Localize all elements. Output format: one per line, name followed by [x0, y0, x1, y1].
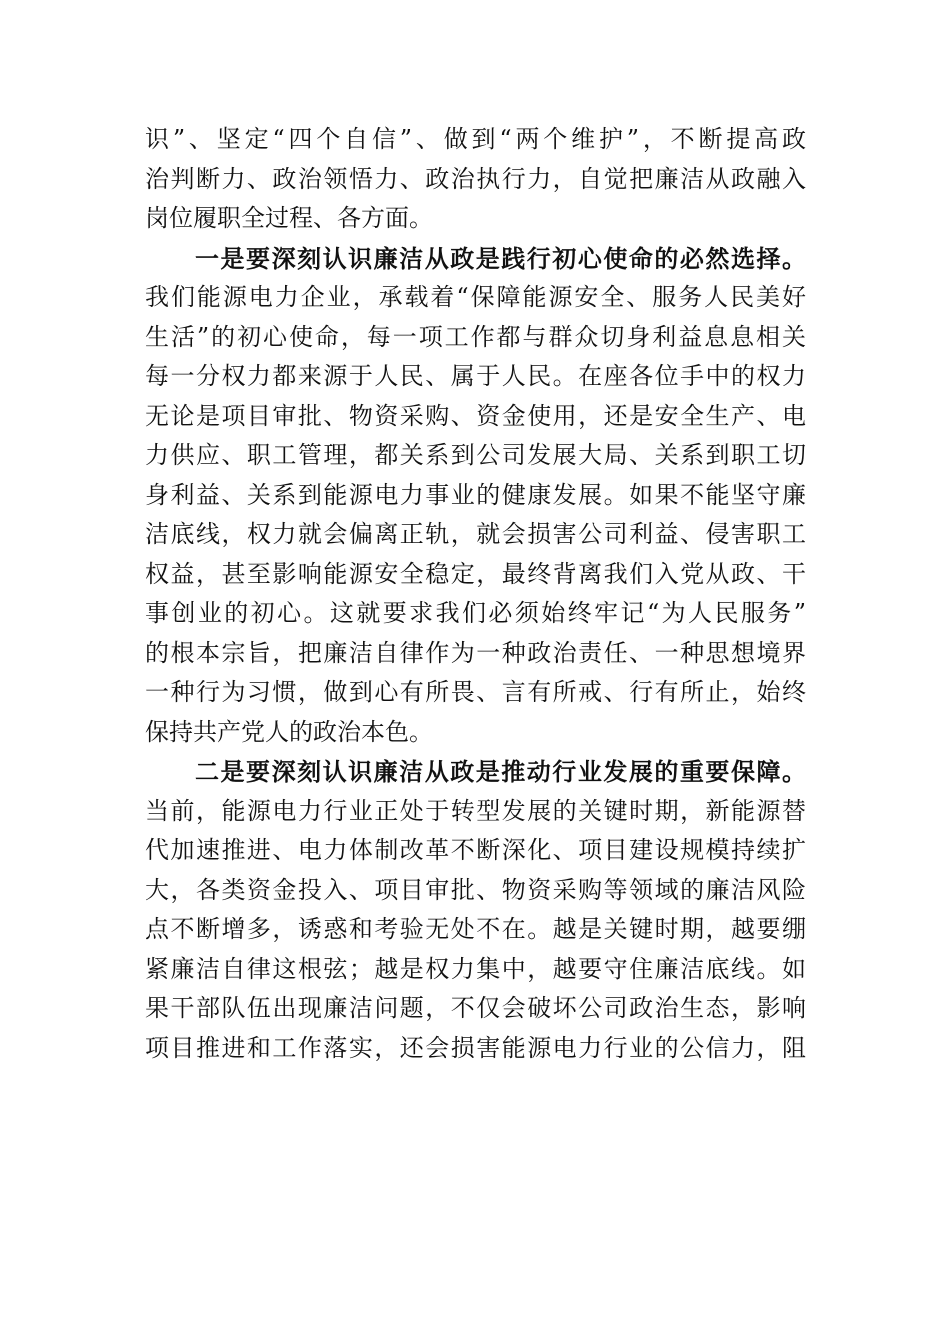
text-line: 力供应、职工管理，都关系到公司发展大局、关系到职工切 [145, 441, 806, 469]
text-line: 代加速推进、电力体制改革不断深化、项目建设规模持续扩 [145, 836, 806, 864]
text-line: 大，各类资金投入、项目审批、物资采购等领域的廉洁风险 [145, 875, 806, 904]
document-page [145, 120, 806, 1068]
body-paragraph [145, 120, 806, 239]
section-heading [145, 239, 806, 279]
text-line: 当前，能源电力行业正处于转型发展的关键时期，新能源替 [145, 796, 806, 825]
text-line: 无论是项目审批、物资采购、资金使用，还是安全生产、电 [145, 401, 806, 430]
text-line: 治判断力、政治领悟力、政治执行力，自觉把廉洁从政融入 [145, 164, 806, 193]
text-line: 每一分权力都来源于人民、属于人民。在座各位手中的权力 [145, 362, 806, 390]
body-paragraph [145, 792, 806, 1069]
body-paragraph [145, 278, 806, 752]
text-line: 识”、坚定“四个自信”、做到“两个维护”，不断提高政 [145, 125, 806, 153]
text-line: 一种行为习惯，做到心有所畏、言有所戒、行有所止，始终 [145, 678, 806, 706]
text-line: 一是要深刻认识廉洁从政是践行初心使命的必然选择。 [195, 243, 806, 273]
text-line: 权益，甚至影响能源安全稳定，最终背离我们入党从政、干 [145, 559, 806, 588]
text-line: 紧廉洁自律这根弦；越是权力集中，越要守住廉洁底线。如 [145, 954, 806, 983]
text-line: 身利益、关系到能源电力事业的健康发展。如果不能坚守廉 [145, 480, 806, 509]
text-line: 事创业的初心。这就要求我们必须始终牢记“为人民服务” [145, 599, 806, 627]
text-line: 保持共产党人的政治本色。 [145, 717, 433, 746]
text-line: 项目推进和工作落实，还会损害能源电力行业的公信力，阻 [145, 1033, 806, 1062]
text-line: 洁底线，权力就会偏离正轨，就会损害公司利益、侵害职工 [145, 520, 806, 548]
text-line: 点不断增多，诱惑和考验无处不在。越是关键时期，越要绷 [145, 915, 806, 943]
text-line: 我们能源电力企业，承载着“保障能源安全、服务人民美好 [145, 283, 806, 311]
text-line: 二是要深刻认识廉洁从政是推动行业发展的重要保障。 [195, 757, 806, 786]
text-line: 岗位履职全过程、各方面。 [145, 204, 433, 232]
text-line: 生活”的初心使命，每一项工作都与群众切身利益息息相关 [145, 322, 806, 351]
section-heading [145, 752, 806, 792]
text-line: 的根本宗旨，把廉洁自律作为一种政治责任、一种思想境界 [145, 638, 806, 667]
text-line: 果干部队伍出现廉洁问题，不仅会破坏公司政治生态，影响 [145, 994, 806, 1022]
